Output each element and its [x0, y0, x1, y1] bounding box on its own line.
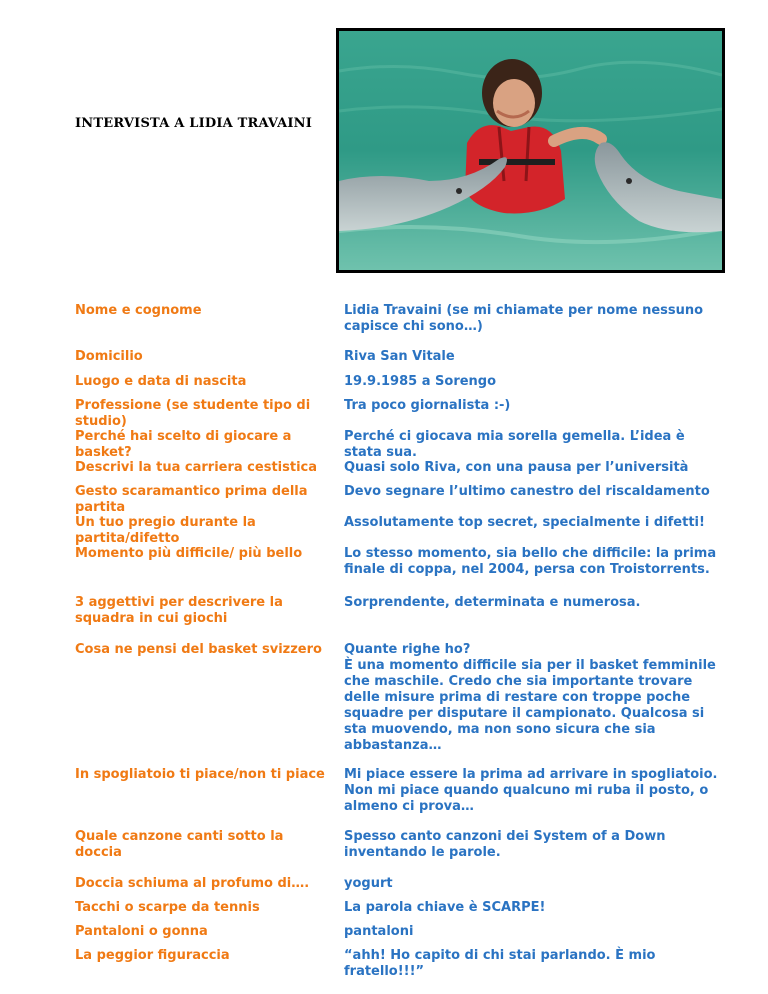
answer-text: Quante righe ho? È una momento difficile sia per il basket femminile che maschile. Credo che sia importante trovare delle misure prima di restare con troppe poche squadre per disputare il campionato. Qualcosa si sta muovendo, ma non sono sicura che sia abbastanza…: [344, 642, 716, 753]
answer-text: Tra poco giornalista :-): [344, 398, 511, 413]
answer-text: Mi piace essere la prima ad arrivare in spogliatoio. Non mi piace quando qualcuno mi ruba il posto, o almeno ci prova…: [344, 767, 718, 814]
question-label: Professione (se studente tipo di studio): [75, 398, 311, 429]
answer-text: 19.9.1985 a Sorengo: [344, 374, 497, 389]
answer-text: Lo stesso momento, sia bello che difficile: la prima finale di coppa, nel 2004, persa con Troistorrents.: [344, 546, 717, 577]
question-label: Perché hai scelto di giocare a basket?: [75, 429, 292, 460]
question-label: Gesto scaramantico prima della partita: [75, 484, 308, 515]
answer-text: Perché ci giocava mia sorella gemella. L’idea è stata sua.: [344, 429, 685, 460]
question-label: Domicilio: [75, 349, 143, 364]
page-title: INTERVISTA A LIDIA TRAVAINI: [75, 116, 313, 131]
answer-text: Lidia Travaini (se mi chiamate per nome nessuno capisce chi sono…): [344, 303, 704, 334]
answer-text: Quasi solo Riva, con una pausa per l’università: [344, 460, 689, 475]
question-label: Un tuo pregio durante la partita/difetto: [75, 515, 256, 546]
question-label: In spogliatoio ti piace/non ti piace: [75, 767, 325, 782]
question-label: Doccia schiuma al profumo di….: [75, 876, 310, 891]
question-label: Descrivi la tua carriera cestistica: [75, 460, 317, 475]
answer-text: La parola chiave è SCARPE!: [344, 900, 546, 915]
answer-text: “ahh! Ho capito di chi stai parlando. È mio fratello!!!”: [344, 948, 656, 979]
question-label: Luogo e data di nascita: [75, 374, 247, 389]
question-label: Tacchi o scarpe da tennis: [75, 900, 260, 915]
question-label: La peggior figuraccia: [75, 948, 230, 963]
answer-text: yogurt: [344, 876, 393, 891]
question-label: 3 aggettivi per descrivere la squadra in cui giochi: [75, 595, 283, 626]
answer-text: Riva San Vitale: [344, 349, 455, 364]
photo-woman-with-dolphins: [336, 28, 725, 273]
question-label: Pantaloni o gonna: [75, 924, 208, 939]
question-label: Momento più difficile/ più bello: [75, 546, 303, 561]
question-label: Nome e cognome: [75, 303, 202, 318]
answer-text: Spesso canto canzoni dei System of a Down inventando le parole.: [344, 829, 666, 860]
answer-text: pantaloni: [344, 924, 414, 939]
answer-text: Sorprendente, determinata e numerosa.: [344, 595, 641, 610]
question-label: Quale canzone canti sotto la doccia: [75, 829, 284, 860]
question-label: Cosa ne pensi del basket svizzero: [75, 642, 322, 657]
answer-text: Assolutamente top secret, specialmente i difetti!: [344, 515, 705, 530]
answer-text: Devo segnare l’ultimo canestro del riscaldamento: [344, 484, 710, 499]
